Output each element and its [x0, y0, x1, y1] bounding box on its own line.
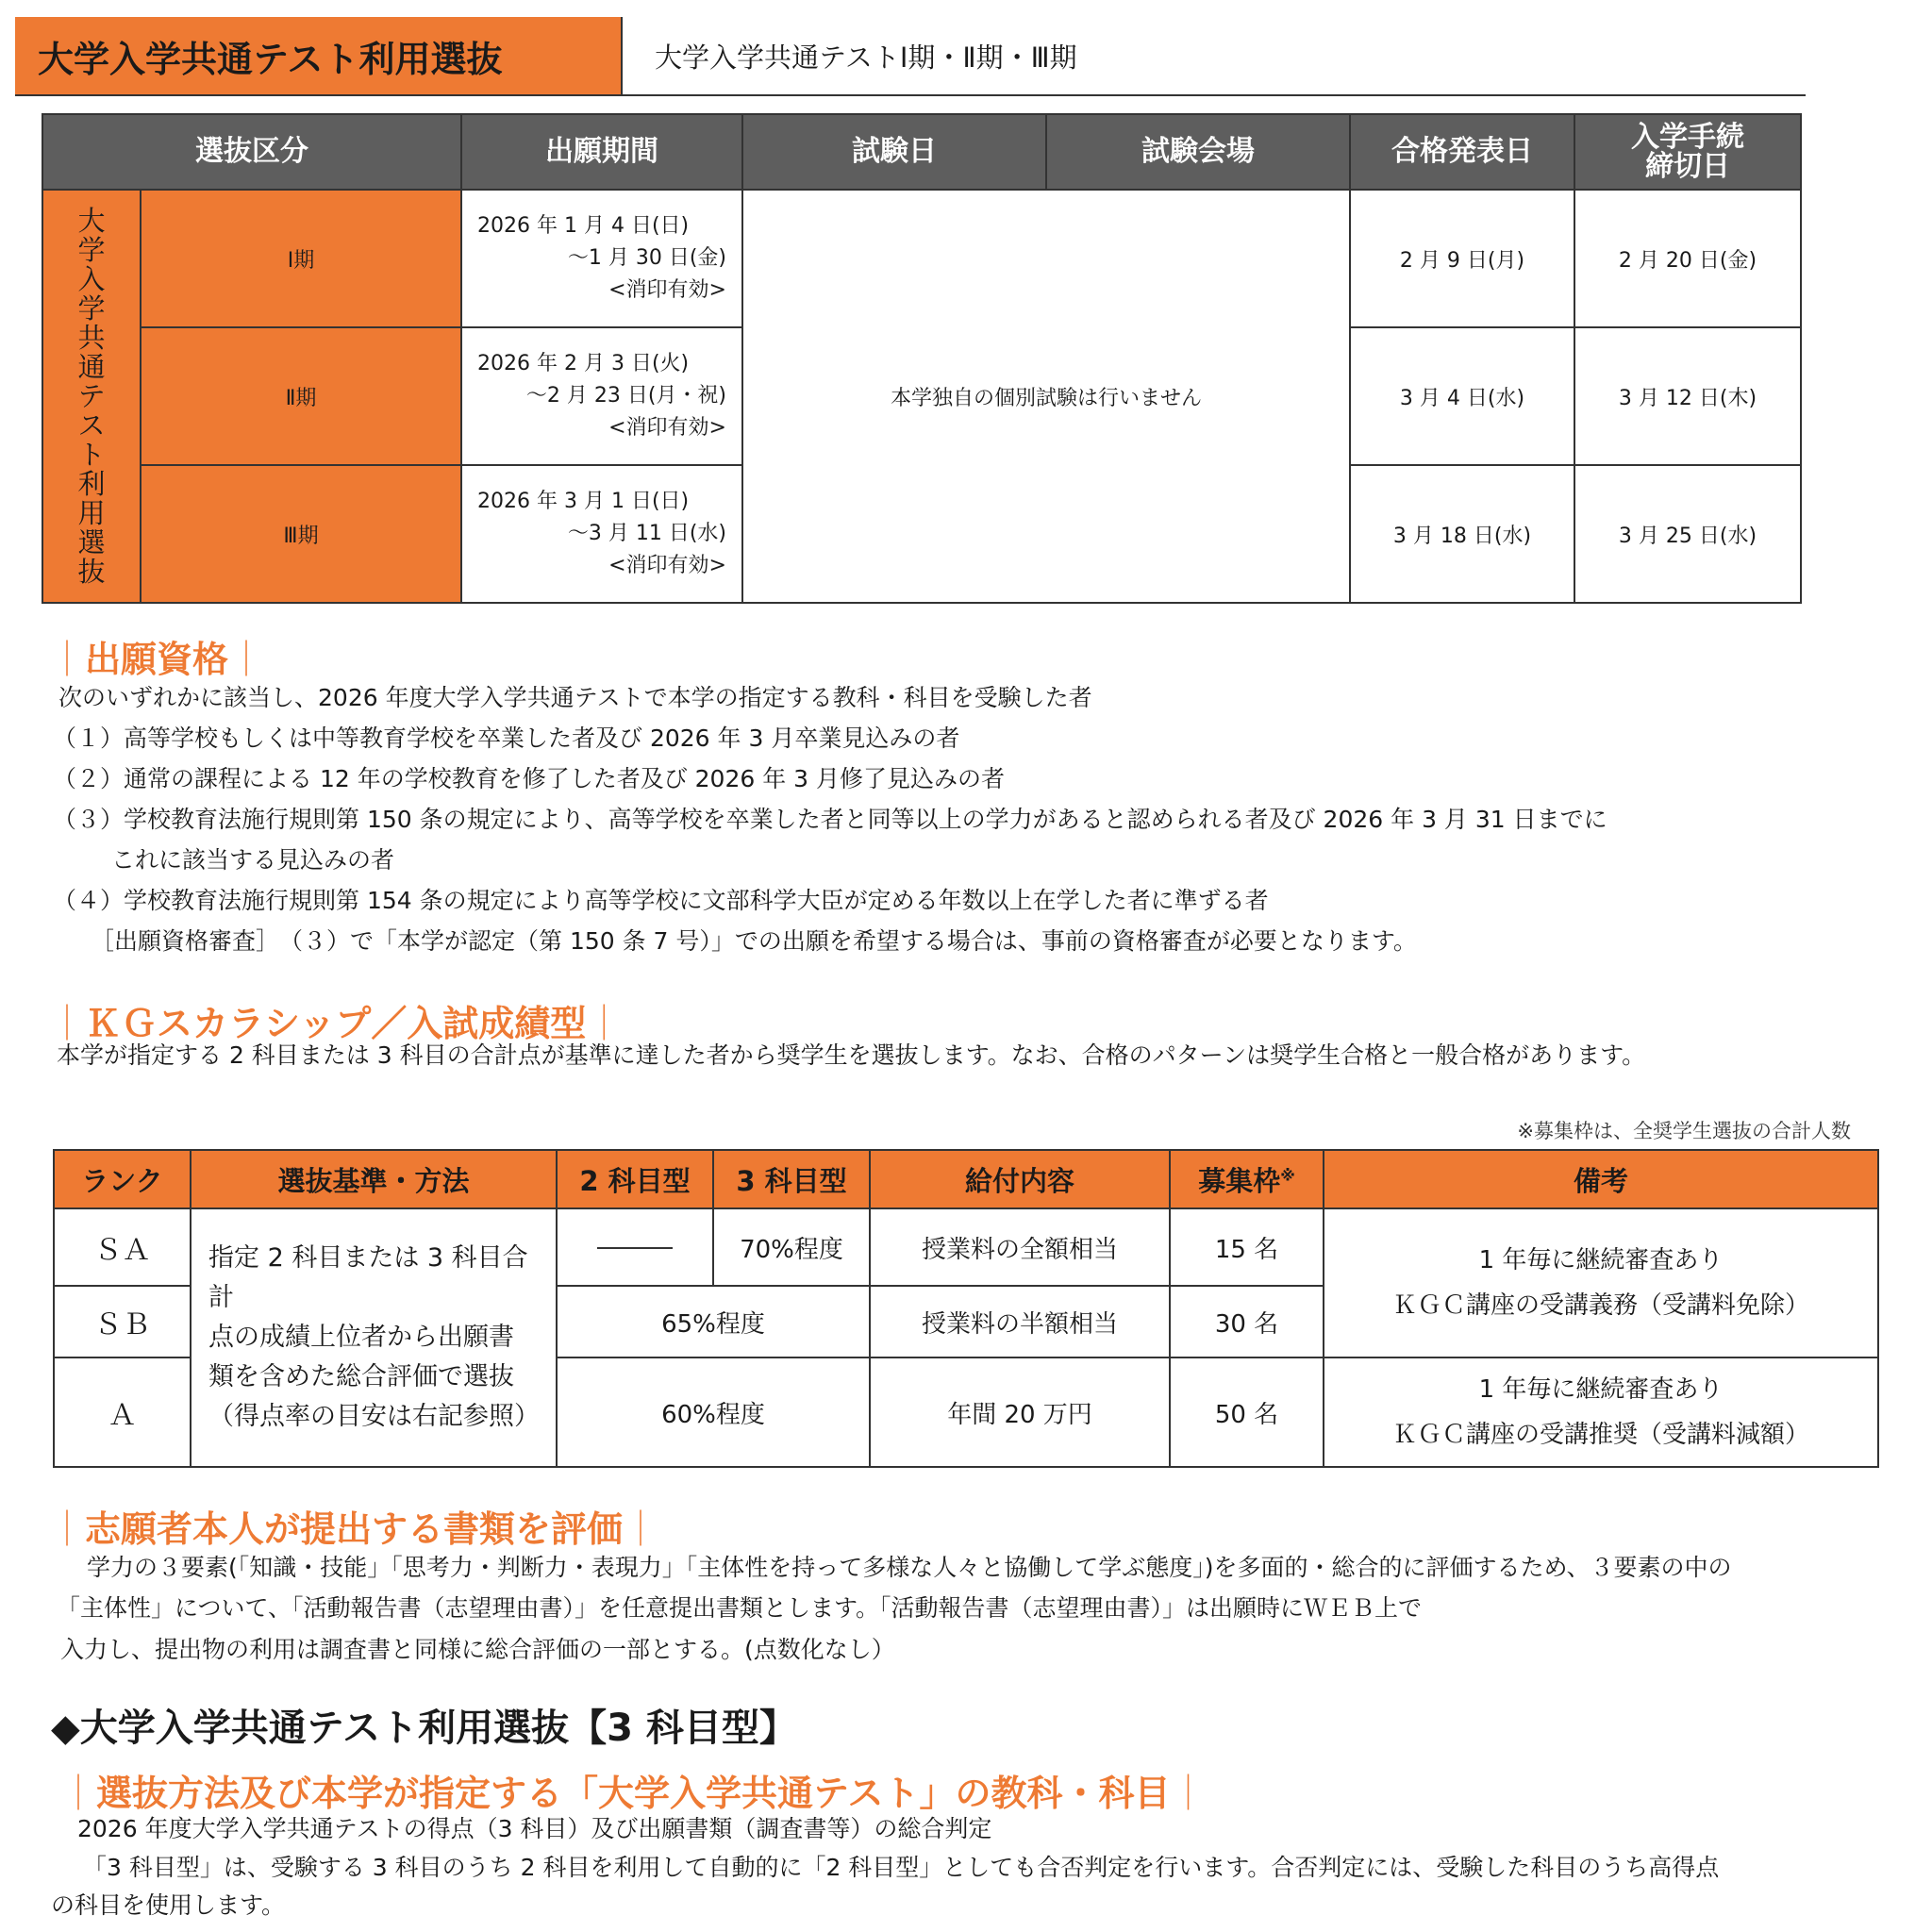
application-period — [461, 190, 742, 327]
scholarship-table — [53, 1149, 1879, 1468]
benefit-cell: 年間 20 万円 — [870, 1357, 1170, 1467]
header-quota-text: 募集枠 — [1198, 1164, 1281, 1197]
group-char: ス — [77, 408, 106, 441]
period-start: 2026 年 2 月 3 日(火) — [477, 352, 690, 375]
documents-heading: ｜志願者本人が提出する書類を評価｜ — [49, 1508, 659, 1550]
remarks-cell — [1324, 1357, 1878, 1467]
header-benefit: 給付内容 — [870, 1150, 1170, 1208]
period-end: ～2 月 23 日(月・祝) — [525, 384, 726, 408]
rank-cell: ＳＡ — [54, 1208, 191, 1286]
group-char: 大 — [77, 204, 106, 237]
quota-cell: 50 名 — [1170, 1357, 1324, 1467]
eligibility-heading: ｜出願資格｜ — [49, 639, 265, 680]
remarks-cell — [1324, 1208, 1878, 1357]
rank-cell: Ａ — [54, 1357, 191, 1467]
remarks-line: ＫＧＣ講座の受講推奨（受講料減額） — [1391, 1421, 1809, 1449]
group-char: 利 — [77, 467, 106, 500]
group-char: 用 — [77, 496, 106, 529]
criteria-line: 指定 2 科目または 3 科目合計 — [208, 1243, 528, 1312]
period-start: 2026 年 1 月 4 日(日) — [477, 214, 690, 238]
group-char: 共 — [77, 321, 106, 354]
three-subject-cell: 70%程度 — [713, 1208, 870, 1286]
criteria-line: （得点率の目安は右記参照） — [208, 1402, 540, 1431]
header-deadline — [1574, 114, 1801, 190]
three-subject-title: ◆大学入学共通テスト利用選抜【3 科目型】 — [51, 1707, 797, 1750]
group-char: 抜 — [77, 555, 106, 588]
rate-cell: 65%程度 — [557, 1286, 870, 1357]
group-char: 通 — [77, 350, 106, 383]
group-char: 学 — [77, 233, 106, 266]
header-period: 出願期間 — [461, 114, 742, 190]
scholarship-heading-text: ＫＧスカラシップ／入試成績型 — [85, 1003, 587, 1044]
scholarship-header-row — [54, 1150, 1878, 1208]
eligibility-line: これに該当する見込みの者 — [111, 846, 395, 874]
method-heading-text: 選抜方法及び本学が指定する「大学入学共通テスト」の教科・科目 — [96, 1773, 1171, 1814]
quota-cell: 30 名 — [1170, 1286, 1324, 1357]
header-venue: 試験会場 — [1046, 114, 1350, 190]
quota-mark: ※ — [1280, 1165, 1295, 1184]
header-three-subject: 3 科目型 — [713, 1150, 870, 1208]
term-label: Ⅱ期 — [141, 327, 461, 465]
method-line: 「3 科目型」は、受験する 3 科目のうち 2 科目を利用して自動的に「2 科目型」としても合否判定を行います。合否判定には、受験した科目のうち高得点 — [83, 1854, 1720, 1881]
header-rank: ランク — [54, 1150, 191, 1208]
postmark-note: <消印有効> — [608, 416, 726, 440]
eligibility-line: （２）通常の課程による 12 年の学校教育を修了した者及び 2026 年 3 月修了見込みの者 — [53, 765, 1006, 792]
method-heading: ｜選抜方法及び本学が指定する「大学入学共通テスト」の教科・科目｜ — [60, 1773, 1207, 1814]
eligibility-line: 次のいずれかに該当し、2026 年度大学入学共通テストで本学の指定する教科・科目を受験した者 — [58, 684, 1092, 711]
postmark-note: <消印有効> — [608, 554, 726, 577]
term-label: Ⅰ期 — [141, 190, 461, 327]
header-two-subject: 2 科目型 — [557, 1150, 713, 1208]
criteria-line: 点の成績上位者から出願書 — [208, 1323, 514, 1352]
postmark-note: <消印有効> — [608, 278, 726, 302]
group-char: ト — [77, 438, 106, 471]
remarks-line: 1 年毎に継続審査あり — [1478, 1246, 1724, 1274]
table-row — [54, 1208, 1878, 1286]
application-period — [461, 327, 742, 465]
quota-note: ※募集枠は、全奨学生選抜の合計人数 — [1517, 1120, 1851, 1142]
quota-cell: 15 名 — [1170, 1208, 1324, 1286]
eligibility-line: （３）学校教育法施行規則第 150 条の規定により、高等学校を卒業した者と同等以上の学力があると認められる者及び 2026 年 3 月 31 日までに — [53, 806, 1607, 833]
period-start: 2026 年 3 月 1 日(日) — [477, 490, 690, 513]
period-end: ～1 月 30 日(金) — [567, 246, 726, 270]
two-subject-cell — [557, 1208, 713, 1286]
group-char: 学 — [77, 291, 106, 325]
eligibility-heading-text: 出願資格 — [85, 639, 229, 680]
header-category: 選抜区分 — [42, 114, 461, 190]
application-period — [461, 465, 742, 603]
group-label — [42, 190, 141, 603]
group-char: 入 — [77, 262, 106, 295]
page-title: 大学入学共通テスト利用選抜 — [15, 17, 623, 94]
benefit-cell: 授業料の全額相当 — [870, 1208, 1170, 1286]
criteria-cell — [191, 1208, 557, 1467]
deadline-date: 3 月 12 日(木) — [1574, 327, 1801, 465]
documents-line: 学力の３要素(「知識・技能」「思考力・判断力・表現力」「主体性を持って多様な人々と協働して学ぶ態度」)を多面的・総合的に評価するため、３要素の中の — [87, 1554, 1732, 1581]
group-char: テ — [77, 379, 106, 412]
header-remarks: 備考 — [1324, 1150, 1878, 1208]
header-quota — [1170, 1150, 1324, 1208]
remarks-line: ＫＧＣ講座の受講義務（受講料免除） — [1391, 1291, 1809, 1320]
rank-cell: ＳＢ — [54, 1286, 191, 1357]
page-subtitle: 大学入学共通テストⅠ期・Ⅱ期・Ⅲ期 — [655, 41, 1077, 74]
header-criteria: 選抜基準・方法 — [191, 1150, 557, 1208]
group-char: 選 — [77, 525, 106, 558]
period-end: ～3 月 11 日(水) — [567, 522, 726, 545]
documents-heading-text: 志願者本人が提出する書類を評価 — [85, 1508, 624, 1550]
term-label: Ⅲ期 — [141, 465, 461, 603]
header-deadline-line1: 入学手続 — [1631, 120, 1744, 154]
announce-date: 2 月 9 日(月) — [1350, 190, 1574, 327]
criteria-line: 類を含めた総合評価で選抜 — [208, 1362, 514, 1391]
method-line: の科目を使用します。 — [51, 1891, 286, 1919]
table-row — [42, 190, 1801, 327]
not-applicable-dash — [597, 1247, 673, 1249]
rate-cell: 60%程度 — [557, 1357, 870, 1467]
exam-note: 本学独自の個別試験は行いません — [742, 190, 1350, 603]
eligibility-line: （４）学校教育法施行規則第 154 条の規定により高等学校に文部科学大臣が定める年数以上在学した者に準ずる者 — [53, 887, 1269, 914]
announce-date: 3 月 18 日(水) — [1350, 465, 1574, 603]
scholarship-heading: ｜ＫＧスカラシップ／入試成績型｜ — [49, 1003, 623, 1044]
schedule-header-row — [42, 114, 1801, 190]
benefit-cell: 授業料の半額相当 — [870, 1286, 1170, 1357]
header-exam-date: 試験日 — [742, 114, 1046, 190]
method-line: 2026 年度大学入学共通テストの得点（3 科目）及び出願書類（調査書等）の総合判定 — [77, 1815, 992, 1842]
schedule-table — [42, 113, 1802, 604]
eligibility-line: （１）高等学校もしくは中等教育学校を卒業した者及び 2026 年 3 月卒業見込みの者 — [53, 724, 960, 752]
announce-date: 3 月 4 日(水) — [1350, 327, 1574, 465]
remarks-line: 1 年毎に継続審査あり — [1478, 1375, 1724, 1404]
documents-line: 入力し、提出物の利用は調査書と同様に総合評価の一部とする。(点数化なし） — [60, 1636, 895, 1663]
deadline-date: 2 月 20 日(金) — [1574, 190, 1801, 327]
header-announce: 合格発表日 — [1350, 114, 1574, 190]
page-header — [15, 17, 1806, 96]
documents-line: 「主体性」について、「活動報告書（志望理由書）」を任意提出書類とします。「活動報告書（志望理由書）」は出願時にＷＥＢ上で — [57, 1594, 1423, 1622]
eligibility-screening: ［出願資格審査］ （３）で「本学が認定（第 150 条 7 号）」での出願を希望する場合は、事前の資格審査が必要となります。 — [91, 927, 1417, 955]
header-deadline-line2: 締切日 — [1645, 150, 1730, 183]
scholarship-intro: 本学が指定する 2 科目または 3 科目の合計点が基準に達した者から奨学生を選抜します。なお、合格のパターンは奨学生合格と一般合格があります。 — [57, 1041, 1646, 1069]
deadline-date: 3 月 25 日(水) — [1574, 465, 1801, 603]
